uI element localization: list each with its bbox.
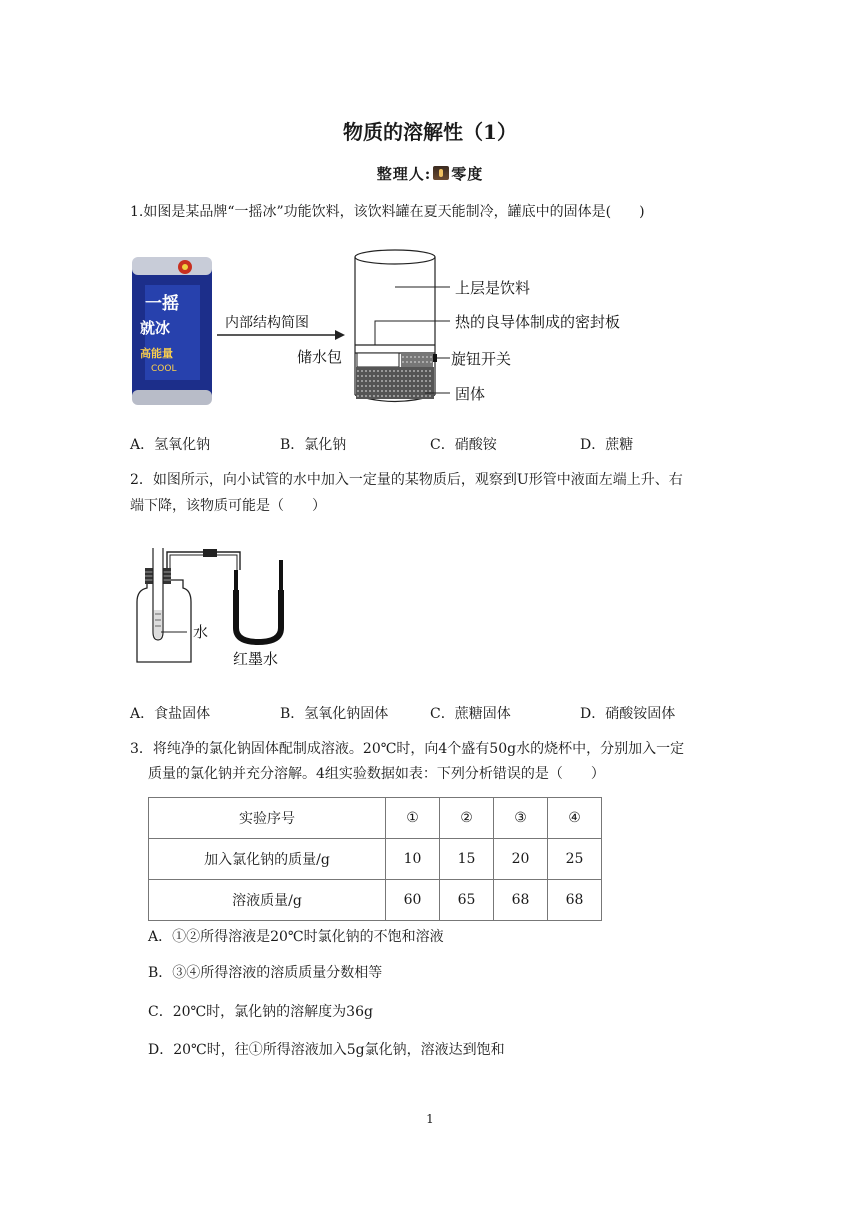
q2-option-c[interactable]: C．蔗糖固体 [430,706,511,722]
arrow-head-icon [335,330,345,340]
label-water: 水 [193,623,209,641]
table-cell: 68 [494,880,548,921]
u-tube-icon [236,560,281,642]
q1-figure [125,245,665,415]
table-cell: ④ [548,798,602,839]
q2-option-b[interactable]: B．氢氧化钠固体 [280,706,389,722]
q3-option-d[interactable]: D．20℃时，往①所得溶液加入5g氯化钠，溶液达到饱和 [148,1042,505,1058]
can-text-4: COOL [151,364,177,374]
can-text-1: 一摇 [145,294,179,314]
q3-option-a[interactable]: A．①②所得溶液是20℃时氯化钠的不饱和溶液 [148,929,444,945]
table-row [149,839,602,880]
q2-stem-line2: 端下降，该物质可能是（ ） [130,498,326,514]
table-cell: 15 [440,839,494,880]
arrow-label: 内部结构简图 [225,315,309,331]
q3-option-b[interactable]: B．③④所得溶液的溶质质量分数相等 [148,965,383,981]
flask-icon [137,580,191,662]
q1-option-b[interactable]: B．氯化钠 [280,437,347,453]
table-cell: 20 [494,839,548,880]
q1-options [0,434,860,454]
container-diagram [355,250,437,402]
label-plate: 热的良导体制成的密封板 [455,313,621,331]
q2-option-a[interactable]: A．食盐固体 [130,706,211,722]
q3-stem-line1: 3．将纯净的氯化钠固体配制成溶液。20℃时，向4个盛有50g水的烧杯中，分别加入一定 [130,741,685,757]
author-name: 零度 [451,165,484,183]
table-cell: 60 [386,880,440,921]
table-cell: 65 [440,880,494,921]
q2-stem-line1: 2．如图所示，向小试管的水中加入一定量的某物质后，观察到U形管中液面左端上升、右 [130,472,683,488]
q3-stem-line2: 质量的氯化钠并充分溶解。4组实验数据如表：下列分析错误的是（ ） [148,766,605,782]
author-prefix: 整理人: [376,165,432,183]
label-solid: 固体 [455,385,486,403]
drink-can-image [132,257,212,405]
q3-data-table [148,797,602,921]
q1-option-d[interactable]: D．蔗糖 [580,437,634,453]
q2-options [0,703,860,723]
label-switch: 旋钮开关 [451,350,512,368]
table-row-label: 加入氯化钠的质量/g [149,839,386,880]
q3-option-c[interactable]: C．20℃时，氯化钠的溶解度为36g [148,1004,373,1020]
table-cell: ③ [494,798,548,839]
table-cell: ① [386,798,440,839]
q2-option-d[interactable]: D．硝酸铵固体 [580,706,676,722]
label-red-ink: 红墨水 [233,650,279,668]
can-text-3: 高能量 [140,347,173,360]
table-row-label: 实验序号 [149,798,386,839]
page-number: 1 [426,1112,434,1126]
page-title: 物质的溶解性（1） [343,120,517,144]
q2-figure [125,540,305,670]
label-drink: 上层是饮料 [455,279,531,297]
can-text-2: 就冰 [140,319,171,337]
table-cell: 68 [548,880,602,921]
author-avatar-icon [433,166,449,180]
table-cell: ② [440,798,494,839]
author-line [0,163,860,184]
q1-option-a[interactable]: A．氢氧化钠 [130,437,211,453]
q1-option-c[interactable]: C．硝酸铵 [430,437,497,453]
table-cell: 25 [548,839,602,880]
label-water-bag: 储水包 [297,348,343,366]
q1-stem: 1.如图是某品牌“一摇冰”功能饮料，该饮料罐在夏天能制冷，罐底中的固体是( ) [130,204,645,220]
table-row-label: 溶液质量/g [149,880,386,921]
table-cell: 10 [386,839,440,880]
table-row [149,880,602,921]
table-row [149,798,602,839]
